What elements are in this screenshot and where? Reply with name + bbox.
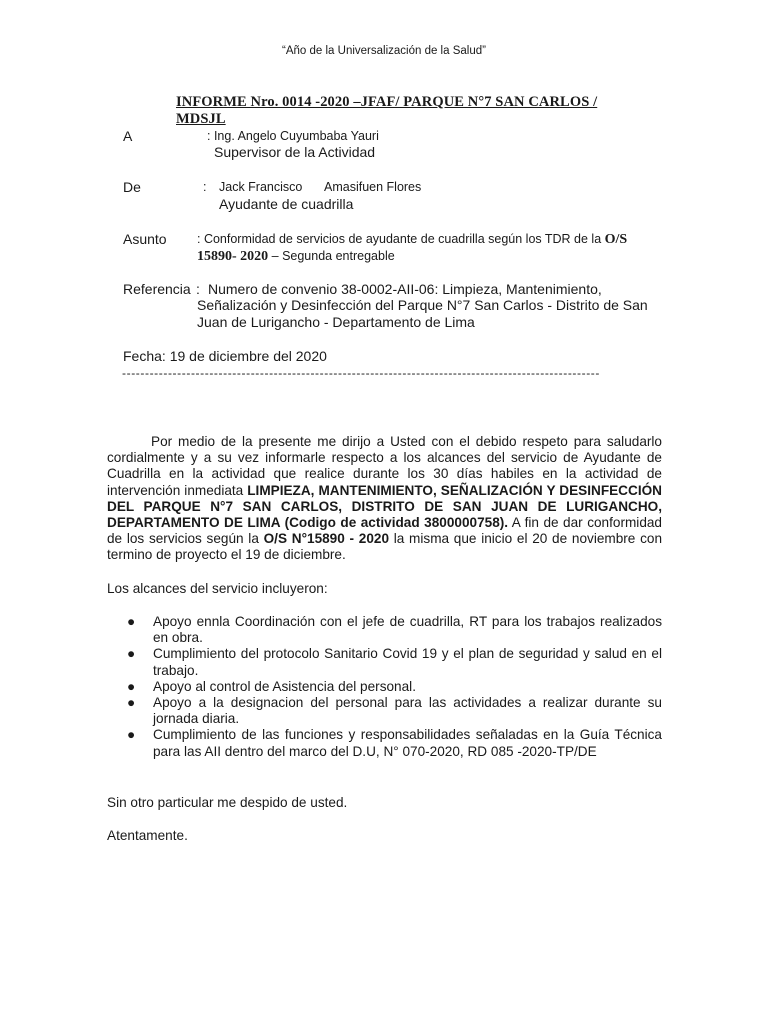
bullet-icon: ● [127, 678, 136, 694]
date-line: Fecha: 19 de diciembre del 2020 [123, 348, 327, 364]
list-item-text: Apoyo ennla Coordinación con el jefe de cuadrilla, RT para los trabajos realizados en obra. [153, 614, 662, 646]
bullet-icon: ● [127, 695, 136, 711]
body-paragraph [107, 434, 662, 564]
from-colon: : [203, 180, 207, 194]
from-label: De [123, 179, 141, 195]
signoff-line: Atentamente. [107, 828, 188, 843]
to-name: : Ing. Angelo Cuyumbaba Yauri [207, 129, 379, 143]
subject-main: : Conformidad de servicios de ayudante de cuadrilla según los TDR de la [197, 232, 605, 246]
reference-colon: : [196, 281, 200, 297]
bullet-icon: ● [127, 646, 136, 662]
subject-label: Asunto [123, 231, 167, 247]
list-item-text: Cumplimiento de las funciones y responsabilidades señaladas en la Guía Técnica para las AII dentro del marco del D.U, N° 070-2020, RD 085 -2020-TP/DE [153, 727, 662, 759]
body-text-a: Por medio de la presente me dirijo a Usted con el debido respeto para saludarlo cordialmente y a su vez informarle respecto a los alcances del servicio de Ayudante de Cuadrilla en la actividad que realice durante los 30 días habiles en la actividad de intervención inmediata [107, 434, 662, 498]
list-item [107, 695, 662, 727]
body-activity-name: LIMPIEZA, MANTENIMIENTO, SEÑALIZACIÓN Y DESINFECCIÓN DEL PARQUE N°7 SAN CARLOS, DISTRITO DE SAN JUAN DE LURIGANCHO, DEPARTAMENTO DE LIMA (Codigo de actividad 3800000758). [107, 482, 662, 531]
closing-line: Sin otro particular me despido de usted. [107, 795, 348, 810]
body-text-c: la misma que inicio el 20 de noviembre con termino de proyecto el 19 de diciembre. [107, 531, 663, 563]
reference-line2: Señalización y Desinfección del Parque N°7 San Carlos - Distrito de San [197, 297, 648, 313]
reference-label: Referencia [123, 281, 191, 297]
body-text-b: A fin de dar conformidad de los servicios según la [107, 515, 662, 547]
list-item [107, 614, 662, 646]
body-os-number: O/S N°15890 - 2020 [263, 531, 390, 547]
scope-list [107, 614, 662, 760]
list-item-text: Cumplimiento del protocolo Sanitario Covid 19 y el plan de seguridad y salud en el trabajo. [153, 646, 662, 678]
subject-text [197, 231, 667, 265]
list-item [107, 727, 662, 759]
from-first-name: Jack Francisco [219, 180, 303, 194]
list-item [107, 646, 662, 678]
bullet-icon: ● [127, 727, 136, 743]
bullet-icon: ● [127, 614, 136, 629]
from-last-name: Amasifuen Flores [324, 180, 422, 194]
separator-line: -------------------------------------------------------------------------------------------------------- [122, 366, 600, 380]
report-title-line1: INFORME Nro. 0014 -2020 –JFAF/ PARQUE N°7 SAN CARLOS / [176, 94, 598, 110]
list-item-text: Apoyo al control de Asistencia del personal. [153, 678, 416, 694]
from-role: Ayudante de cuadrilla [219, 196, 354, 212]
reference-line1: Numero de convenio 38-0002-AII-06: Limpieza, Mantenimiento, [208, 281, 602, 297]
document-motto: “Año de la Universalización de la Salud” [282, 45, 486, 57]
subject-os: O/S [604, 232, 628, 247]
scope-intro: Los alcances del servicio incluyeron: [107, 581, 328, 596]
to-role: Supervisor de la Actividad [214, 144, 376, 160]
report-title-line2: MDSJL [176, 111, 226, 127]
reference-line3: Juan de Lurigancho - Departamento de Lima [197, 314, 475, 330]
subject-os-number: 15890- 2020 [197, 249, 269, 264]
subject-rest: – Segunda entregable [268, 249, 395, 263]
to-label: A [123, 128, 133, 144]
list-item [107, 679, 662, 695]
list-item-text: Apoyo a la designacion del personal para las actividades a realizar durante su jornada diaria. [153, 695, 662, 727]
